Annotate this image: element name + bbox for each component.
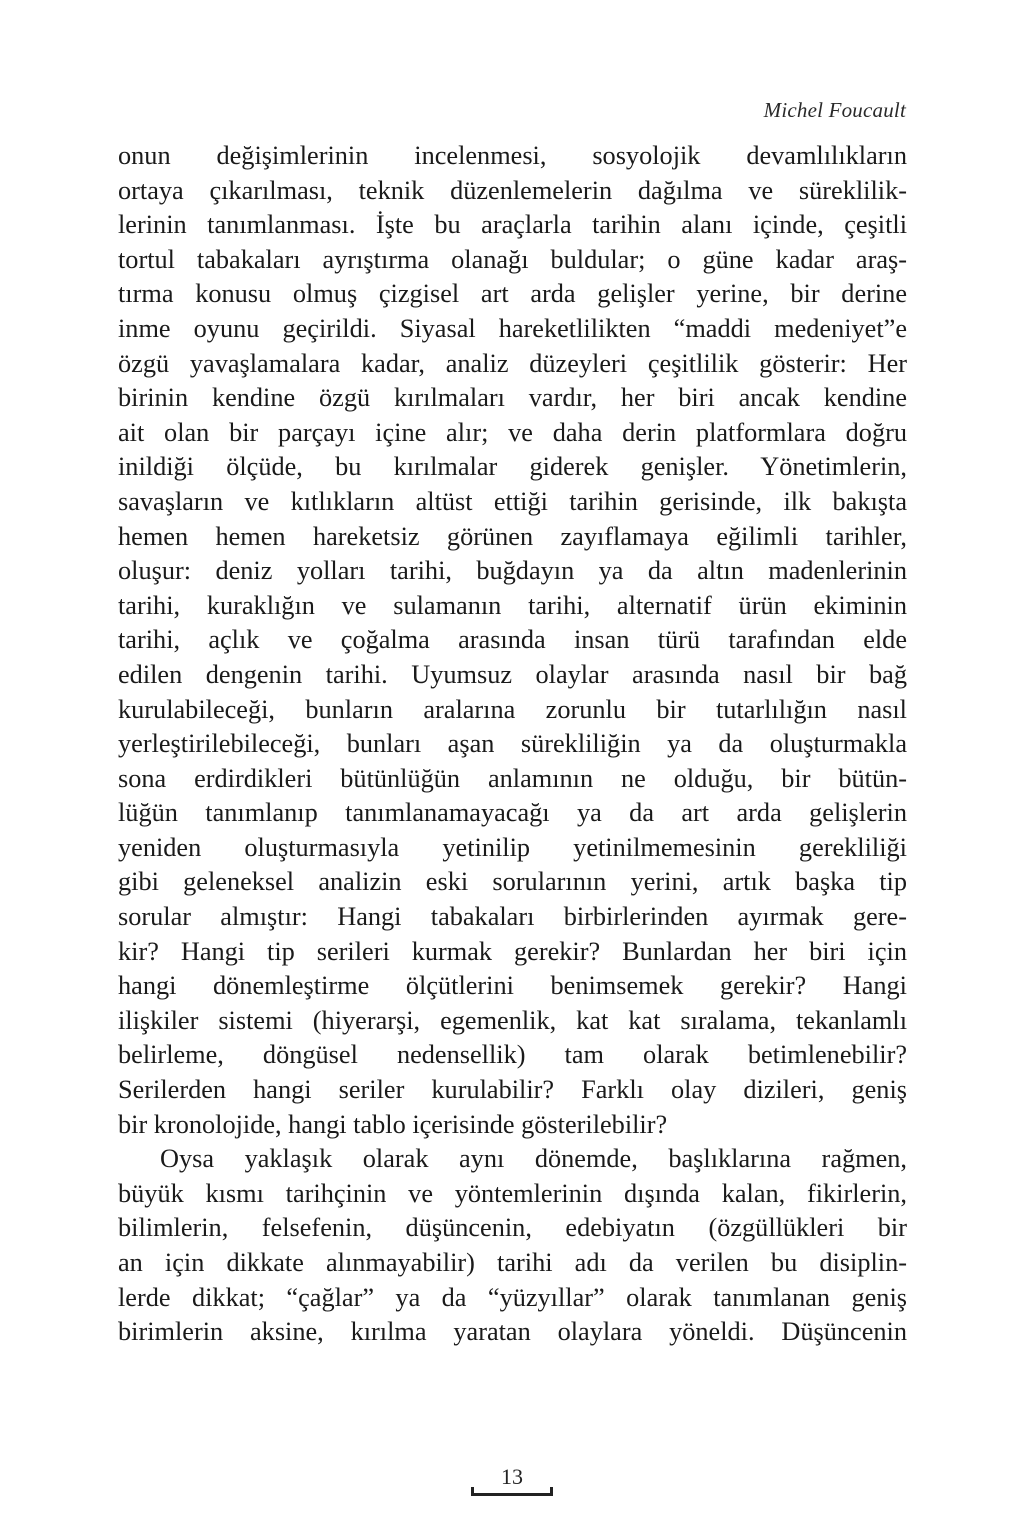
- page-number-rule: [471, 1493, 553, 1496]
- text-line: lerinin tanımlanması. İşte bu araçlarla tarihin alanı içinde, çeşitli: [118, 210, 907, 240]
- text-line: ortaya çıkarılması, teknik düzenlemelerin dağılma ve süreklilik-: [118, 175, 907, 205]
- text-line: kurulabileceği, bunların aralarına zorunlu bir tutarlılığın nasıl: [118, 694, 907, 724]
- text-line: hangi dönemleştirme ölçütlerini benimsemek gerekir? Hangi: [118, 971, 907, 1001]
- text-line: gibi geleneksel analizin eski sorularının yerini, artık başka tip: [118, 867, 907, 897]
- text-line: tortul tabakaları ayrıştırma olanağı buldular; o güne kadar araş-: [118, 244, 907, 274]
- text-line: hemen hemen hareketsiz görünen zayıflamaya eğilimli tarihler,: [118, 521, 907, 551]
- text-line: büyük kısmı tarihçinin ve yöntemlerinin dışında kalan, fikirlerin,: [118, 1178, 907, 1208]
- text-line: birimlerin aksine, kırılma yaratan olaylara yöneldi. Düşüncenin: [118, 1317, 907, 1347]
- running-header: Michel Foucault: [763, 98, 906, 122]
- text-line: inildiği ölçüde, bu kırılmalar giderek genişler. Yönetimlerin,: [118, 452, 907, 482]
- text-line: tırma konusu olmuş çizgisel art arda gelişler yerine, bir derine: [118, 279, 907, 309]
- text-line: tarihi, kuraklığın ve sulamanın tarihi, alternatif ürün ekiminin: [118, 590, 907, 620]
- text-line: tarihi, açlık ve çoğalma arasında insan türü tarafından elde: [118, 625, 907, 655]
- page-number: [471, 1464, 553, 1496]
- text-line: özgü yavaşlamalara kadar, analiz düzeyleri çeşitlilik gösterir: Her: [118, 348, 907, 378]
- text-line: Oysa yaklaşık olarak aynı dönemde, başlıklarına rağmen,: [160, 1144, 907, 1174]
- text-line: ilişkiler sistemi (hiyerarşi, egemenlik, kat kat sıralama, tekanlamlı: [118, 1005, 907, 1035]
- text-line: kir? Hangi tip serileri kurmak gerekir? Bunlardan her biri için: [118, 936, 907, 966]
- page-body: [118, 139, 907, 1350]
- text-line: onun değişimlerinin incelenmesi, sosyolojik devamlılıkların: [118, 141, 907, 170]
- text-line: ait olan bir parçayı içine alır; ve daha derin platformlara doğru: [118, 417, 907, 447]
- paragraph: [118, 139, 907, 1142]
- text-line: yeniden oluşturmasıyla yetinilip yetinilmemesinin gerekliliği: [118, 832, 907, 862]
- text-line: sorular almıştır: Hangi tabakaları birbirlerinden ayırmak gere-: [118, 902, 907, 932]
- text-line: belirleme, döngüsel nedensellik) tam olarak betimlenebilir?: [118, 1040, 907, 1070]
- text-line: sona erdirdikleri bütünlüğün anlamının ne olduğu, bir bütün-: [118, 763, 907, 793]
- text-line: bilimlerin, felsefenin, düşüncenin, edebiyatın (özgüllükleri bir: [118, 1213, 907, 1243]
- paragraph: [118, 1142, 907, 1350]
- text-line: bir kronolojide, hangi tablo içerisinde gösterilebilir?: [118, 1109, 668, 1139]
- page-number-text: 13: [501, 1464, 523, 1489]
- text-line: savaşların ve kıtlıkların altüst ettiği tarihin gerisinde, ilk bakışta: [118, 486, 907, 516]
- page-footer: [0, 1464, 1024, 1496]
- text-line: lüğün tanımlanıp tanımlanamayacağı ya da art arda gelişlerin: [118, 798, 907, 828]
- text-line: an için dikkate alınmayabilir) tarihi adı da verilen bu disiplin-: [118, 1248, 907, 1277]
- text-line: yerleştirilebileceği, bunları aşan sürekliliğin ya da oluşturmakla: [118, 729, 907, 759]
- text-line: edilen dengenin tarihi. Uyumsuz olaylar arasında nasıl bir bağ: [118, 659, 907, 689]
- text-line: birinin kendine özgü kırılmaları vardır, her biri ancak kendine: [118, 383, 907, 413]
- text-line: lerde dikkat; “çağlar” ya da “yüzyıllar” olarak tanımlanan geniş: [118, 1282, 907, 1312]
- text-line: oluşur: deniz yolları tarihi, buğdayın ya da altın madenlerinin: [118, 556, 907, 586]
- text-line: inme oyunu geçirildi. Siyasal hareketlilikten “maddi medeniyet”e: [118, 313, 907, 343]
- text-line: Serilerden hangi seriler kurulabilir? Farklı olay dizileri, geniş: [118, 1075, 907, 1105]
